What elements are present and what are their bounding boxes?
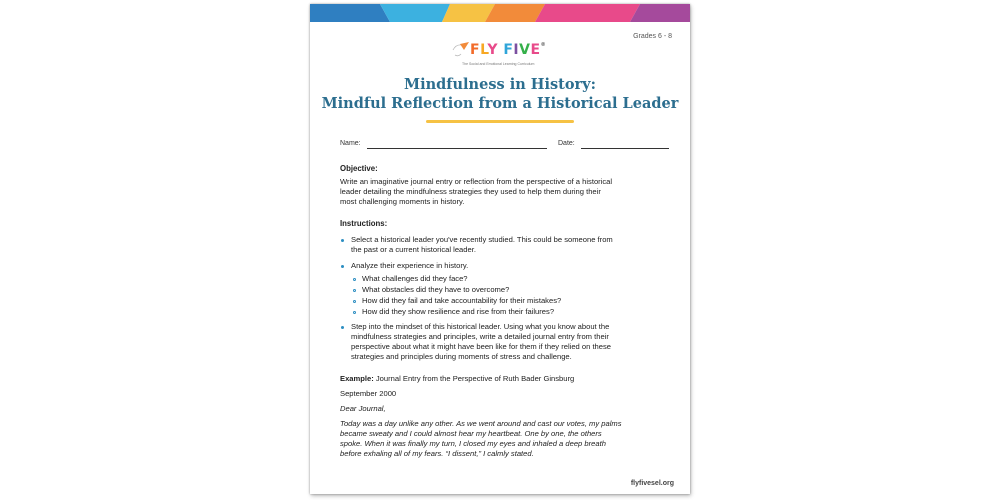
sub-instruction-line: How did they show resilience and rise from their failures? bbox=[362, 307, 555, 316]
objective-heading: Objective: bbox=[340, 164, 378, 173]
objective-line: most challenging moments in history. bbox=[340, 197, 465, 206]
instruction-line: mindfulness strategies and principles, write a detailed journal entry from their bbox=[351, 332, 609, 341]
objective-line: leader detailing the mindfulness strategies they used to help them during their bbox=[340, 187, 601, 196]
journal-greeting: Dear Journal, bbox=[340, 404, 386, 413]
journal-line: spoke. When it was finally my turn, I closed my eyes and inhaled a deep breath bbox=[340, 439, 606, 448]
instruction-line: Analyze their experience in history. bbox=[351, 261, 469, 270]
sub-bullet-dot bbox=[353, 311, 356, 314]
sub-instruction-line: What challenges did they face? bbox=[362, 274, 468, 283]
sub-bullet-dot bbox=[353, 278, 356, 281]
journal-line: Today was a day unlike any other. As we went around and cast our votes, my palms bbox=[340, 419, 622, 428]
instructions-heading: Instructions: bbox=[340, 219, 388, 228]
paper-plane-icon bbox=[452, 42, 470, 58]
color-stripe bbox=[310, 4, 690, 22]
instruction-line: Select a historical leader you've recently studied. This could be someone from bbox=[351, 235, 613, 244]
fly-five-logo bbox=[452, 42, 562, 72]
example-heading: Example: Journal Entry from the Perspective of Ruth Bader Ginsburg bbox=[340, 374, 575, 383]
bullet-dot bbox=[341, 239, 344, 242]
objective-line: Write an imaginative journal entry or reflection from the perspective of a historical bbox=[340, 177, 613, 186]
name-label: Name: bbox=[340, 140, 361, 147]
date-field-line[interactable] bbox=[581, 148, 669, 149]
name-field-line[interactable] bbox=[367, 148, 547, 149]
worksheet-page bbox=[310, 4, 690, 494]
grades-label: Grades 6 - 8 bbox=[633, 33, 672, 40]
title-underline bbox=[426, 120, 574, 123]
instruction-line: Step into the mindset of this historical leader. Using what you know about the bbox=[351, 322, 610, 331]
journal-line: before exhaling all of my fears. “I dissent,” I calmly stated. bbox=[340, 449, 534, 458]
bullet-dot bbox=[341, 326, 344, 329]
instruction-line: strategies and principles during moments of stress and challenge. bbox=[351, 352, 572, 361]
sub-bullet-dot bbox=[353, 289, 356, 292]
logo-tagline: The Social and Emotional Learning Curriculum bbox=[462, 62, 535, 66]
logo-wordmark: FLY FIVE® bbox=[470, 42, 547, 58]
page-title-line2: Mindful Reflection from a Historical Leader bbox=[321, 95, 679, 112]
sub-instruction-line: How did they fail and take accountability for their mistakes? bbox=[362, 296, 562, 305]
journal-line: became sweaty and I could almost hear my heartbeat. One by one, the others bbox=[340, 429, 602, 438]
page-title-line1: Mindfulness in History: bbox=[404, 76, 596, 93]
footer-url[interactable]: flyfivesel.org bbox=[630, 480, 674, 487]
instruction-line: perspective about what it might have been like for them if they relied on these bbox=[351, 342, 612, 351]
example-date: September 2000 bbox=[340, 389, 397, 398]
date-label: Date: bbox=[558, 140, 575, 147]
bullet-dot bbox=[341, 265, 344, 268]
sub-instruction-line: What obstacles did they have to overcome? bbox=[362, 285, 510, 294]
sub-bullet-dot bbox=[353, 300, 356, 303]
instruction-line: the past or a current historical leader. bbox=[351, 245, 476, 254]
